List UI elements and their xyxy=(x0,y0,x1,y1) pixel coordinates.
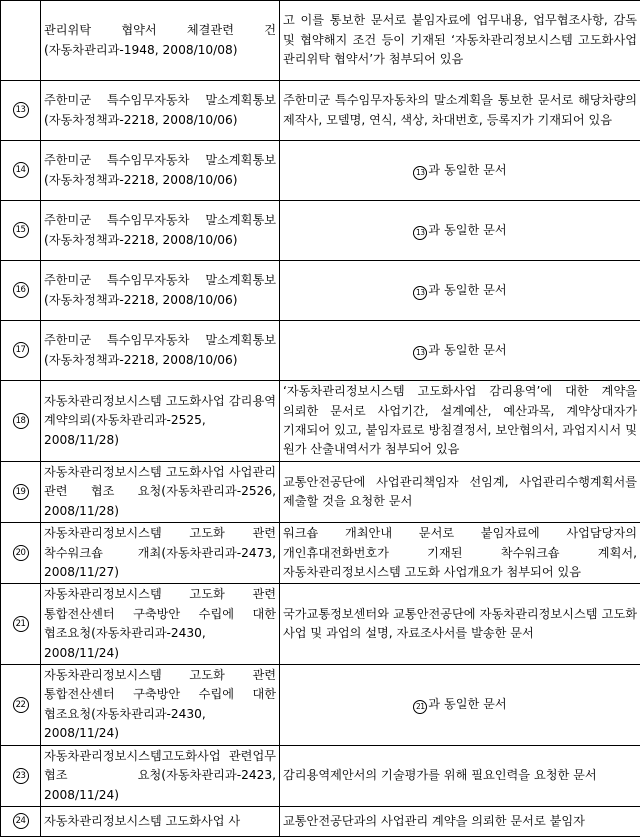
reference-number: 13 xyxy=(413,226,427,240)
table-row xyxy=(1,584,640,665)
description-text: 과 동일한 문서 xyxy=(428,283,506,297)
row-description: 주한미군 특수임무자동차의 말소계획을 통보한 문서로 해당차량의 제작사, 모델명, 연식, 색상, 차대번호, 등록지가 기재되어 있음 xyxy=(280,81,640,141)
row-title: 자동차관리정보시스템 고도화사업 사 xyxy=(41,806,280,836)
row-number: 24 xyxy=(13,813,29,829)
row-title: 주한미군 특수임무자동차 말소계획통보(자동차정책과-2218, 2008/10/06) xyxy=(41,81,280,141)
table-row xyxy=(1,81,640,141)
row-title: 자동차관리정보시스템고도화사업 관련업무 협조 요청(자동차관리과-2423, 2008/11/24) xyxy=(41,745,280,806)
row-description: 고 이를 통보한 문서로 붙임자료에 업무내용, 업무협조사항, 감독 및 협약해지 조건 등이 기재된 ‘자동차관리정보시스템 고도화사업 관리위탁 협약서’가 첨부되어 있음 xyxy=(280,1,640,81)
description-text: 과 동일한 문서 xyxy=(428,163,506,177)
row-description xyxy=(280,201,640,261)
row-title: 자동차관리정보시스템 고도화 관련 통합전산센터 구축방안 수립에 대한 협조요청(자동차관리과-2430, 2008/11/24) xyxy=(41,665,280,746)
table-row xyxy=(1,745,640,806)
row-number-cell xyxy=(1,806,41,836)
row-number-cell xyxy=(1,321,41,381)
row-number-cell xyxy=(1,584,41,665)
row-number: 14 xyxy=(13,162,29,178)
row-number: 22 xyxy=(13,697,29,713)
row-title: 주한미군 특수임무자동차 말소계획통보(자동차정책과-2218, 2008/10/06) xyxy=(41,261,280,321)
row-number-cell xyxy=(1,665,41,746)
reference-number: 21 xyxy=(413,700,427,714)
row-description xyxy=(280,141,640,201)
table-row xyxy=(1,665,640,746)
table-row xyxy=(1,1,640,81)
row-description: 교통안전공단에 사업관리책임자 선임계, 사업관리수행계획서를 제출할 것을 요청한 문서 xyxy=(280,462,640,523)
row-title: 주한미군 특수임무자동차 말소계획통보(자동차정책과-2218, 2008/10/06) xyxy=(41,141,280,201)
row-title: 주한미군 특수임무자동차 말소계획통보(자동차정책과-2218, 2008/10/06) xyxy=(41,201,280,261)
table-row xyxy=(1,141,640,201)
table-row xyxy=(1,261,640,321)
row-number-cell xyxy=(1,1,41,81)
row-number-cell xyxy=(1,261,41,321)
description-text: 과 동일한 문서 xyxy=(428,223,506,237)
table-body xyxy=(1,1,640,837)
row-title: 관리위탁 협약서 체결관련 건(자동차관리과-1948, 2008/10/08) xyxy=(41,1,280,81)
row-description xyxy=(280,261,640,321)
row-title: 자동차관리정보시스템 고도화 관련 통합전산센터 구축방안 수립에 대한 협조요청(자동차관리과-2430, 2008/11/24) xyxy=(41,584,280,665)
reference-number: 13 xyxy=(413,166,427,180)
row-title: 자동차관리정보시스템 고도화사업 사업관리 관련 협조 요청(자동차관리과-2526, 2008/11/28) xyxy=(41,462,280,523)
row-number-cell xyxy=(1,381,41,462)
row-title: 주한미군 특수임무자동차 말소계획통보(자동차정책과-2218, 2008/10/06) xyxy=(41,321,280,381)
row-number-cell xyxy=(1,81,41,141)
row-description: ‘자동차관리정보시스템 고도화사업 감리용역’에 대한 계약을 의뢰한 문서로 사업기간, 설계예산, 예산과목, 계약상대자가 기재되어 있고, 붙임자료로 방침결정서, 보안협의서, 과업지시서 및 원가 산출내역서가 첨부되어 있음 xyxy=(280,381,640,462)
table-row xyxy=(1,381,640,462)
row-number: 20 xyxy=(13,545,29,561)
table-row xyxy=(1,806,640,836)
row-number: 23 xyxy=(13,768,29,784)
row-number: 15 xyxy=(13,222,29,238)
row-title: 자동차관리정보시스템 고도화 관련 착수워크숍 개최(자동차관리과-2473, 2008/11/27) xyxy=(41,523,280,584)
row-number-cell xyxy=(1,523,41,584)
table-row xyxy=(1,201,640,261)
row-number: 19 xyxy=(13,484,29,500)
reference-number: 13 xyxy=(413,286,427,300)
row-number: 18 xyxy=(13,413,29,429)
row-number-cell xyxy=(1,201,41,261)
row-description xyxy=(280,321,640,381)
row-number: 21 xyxy=(13,616,29,632)
table-row xyxy=(1,523,640,584)
row-description: 워크숍 개최안내 문서로 붙임자료에 사업담당자의 개인휴대전화번호가 기재된 착수워크숍 계획서, 자동차관리정보시스템 고도화 사업개요가 첨부되어 있음 xyxy=(280,523,640,584)
description-text: 과 동일한 문서 xyxy=(428,697,506,711)
row-description xyxy=(280,665,640,746)
row-title: 자동차관리정보시스템 고도화사업 감리용역 계약의뢰(자동차관리과-2525, 2008/11/28) xyxy=(41,381,280,462)
table-row xyxy=(1,462,640,523)
row-number-cell xyxy=(1,462,41,523)
description-text: 과 동일한 문서 xyxy=(428,343,506,357)
row-description: 국가교통정보센터와 교통안전공단에 자동차관리정보시스템 고도화 사업 및 과업의 설명, 자료조사서를 발송한 문서 xyxy=(280,584,640,665)
row-description: 교통안전공단과의 사업관리 계약을 의뢰한 문서로 붙임자 xyxy=(280,806,640,836)
row-number-cell xyxy=(1,745,41,806)
row-number: 16 xyxy=(13,282,29,298)
row-number: 13 xyxy=(13,102,29,118)
reference-number: 13 xyxy=(413,346,427,360)
row-number: 17 xyxy=(13,342,29,358)
table-row xyxy=(1,321,640,381)
row-description: 감리용역제안서의 기술평가를 위해 필요인력을 요청한 문서 xyxy=(280,745,640,806)
row-number-cell xyxy=(1,141,41,201)
